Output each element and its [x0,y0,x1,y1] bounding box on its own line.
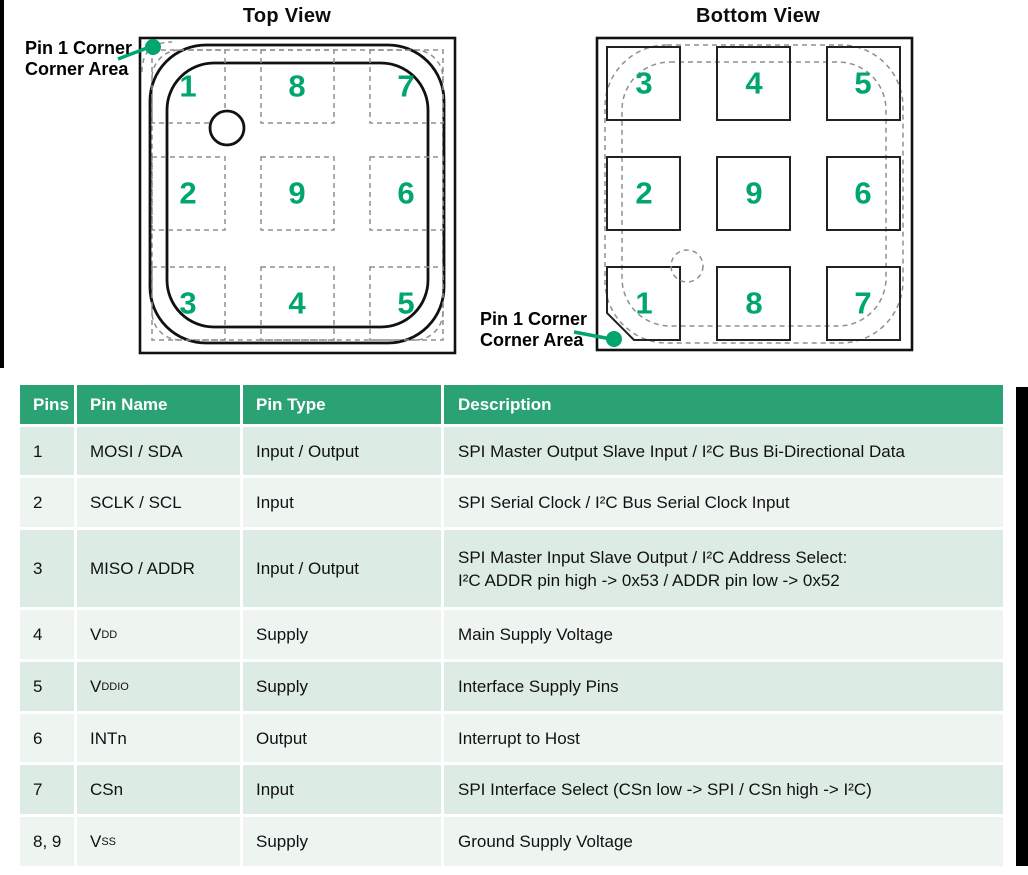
cell-description: Interrupt to Host [444,714,1003,762]
top-pin-number: 2 [179,175,197,211]
top-view-title: Top View [242,5,332,27]
cell-description: SPI Serial Clock / I²C Bus Serial Clock Input [444,478,1003,527]
bottom-pin-number: 9 [745,175,763,211]
cell-pin-type: Input [243,765,441,814]
cell-pin-type: Input / Output [243,530,441,607]
cell-pin-name: INTn [77,714,240,762]
top-pin-number: 3 [179,285,197,321]
cell-pins: 1 [20,427,74,475]
column-header-pin-type: Pin Type [243,385,441,424]
top-pin-number: 7 [397,68,415,104]
pin-description-table [20,385,1003,866]
cell-pin-name: MISO / ADDR [77,530,240,607]
cell-pin-name: V DD [77,610,240,659]
top-pin-number: 6 [397,175,415,211]
bottom-view-title: Bottom View [695,5,821,27]
top-pin-number: 4 [288,285,306,321]
cell-pin-type: Supply [243,817,441,866]
column-header-description: Description [444,385,1003,424]
top-view-pin1-index-circle [210,111,244,145]
page-edge-bar-left [0,0,4,368]
cell-pins: 6 [20,714,74,762]
bottom-pin-number: 6 [854,175,872,211]
cell-description: Main Supply Voltage [444,610,1003,659]
bottom-pin-number: 7 [854,285,872,321]
column-header-pin-name: Pin Name [77,385,240,424]
bottom-pin-number: 8 [745,285,763,321]
cell-description: Interface Supply Pins [444,662,1003,711]
cell-pin-type: Input [243,478,441,527]
top-pin-number: 9 [288,175,306,211]
top-pin-number: 8 [288,68,306,104]
cell-pin-type: Input / Output [243,427,441,475]
bottom-view-pointer-dot [606,331,622,347]
cell-description: SPI Master Input Slave Output / I²C Address Select: I²C ADDR pin high -> 0x53 / ADDR pin low -> 0x52 [444,530,1003,607]
cell-pin-type: Output [243,714,441,762]
top-pin-number: 1 [179,68,197,104]
cell-pin-name: SCLK / SCL [77,478,240,527]
cell-description: Ground Supply Voltage [444,817,1003,866]
cell-pin-name: MOSI / SDA [77,427,240,475]
cell-pins: 7 [20,765,74,814]
cell-pins: 2 [20,478,74,527]
bottom-pin-number: 3 [635,65,653,101]
cell-pins: 8, 9 [20,817,74,866]
bottom-pin-number: 4 [745,65,763,101]
bottom-view-pin1-corner-label: Pin 1 Corner Corner Area [480,309,588,350]
page-edge-bar-right [1016,387,1028,866]
cell-description: SPI Master Output Slave Input / I²C Bus Bi-Directional Data [444,427,1003,475]
cell-pin-name: V DDIO [77,662,240,711]
cell-pin-type: Supply [243,662,441,711]
cell-description: SPI Interface Select (CSn low -> SPI / CSn high -> I²C) [444,765,1003,814]
cell-pin-name: CSn [77,765,240,814]
cell-pins: 4 [20,610,74,659]
cell-pins: 3 [20,530,74,607]
top-view-pointer-dot [145,39,161,55]
bottom-pin-number: 5 [854,65,872,101]
cell-pin-name: V SS [77,817,240,866]
cell-pin-type: Supply [243,610,441,659]
column-header-pins: Pins [20,385,74,424]
top-pin-number: 5 [397,285,415,321]
cell-pins: 5 [20,662,74,711]
bottom-pin-number: 2 [635,175,653,211]
top-view-pin1-corner-label: Pin 1 Corner Corner Area [25,38,133,79]
bottom-pin-number: 1 [635,285,653,321]
